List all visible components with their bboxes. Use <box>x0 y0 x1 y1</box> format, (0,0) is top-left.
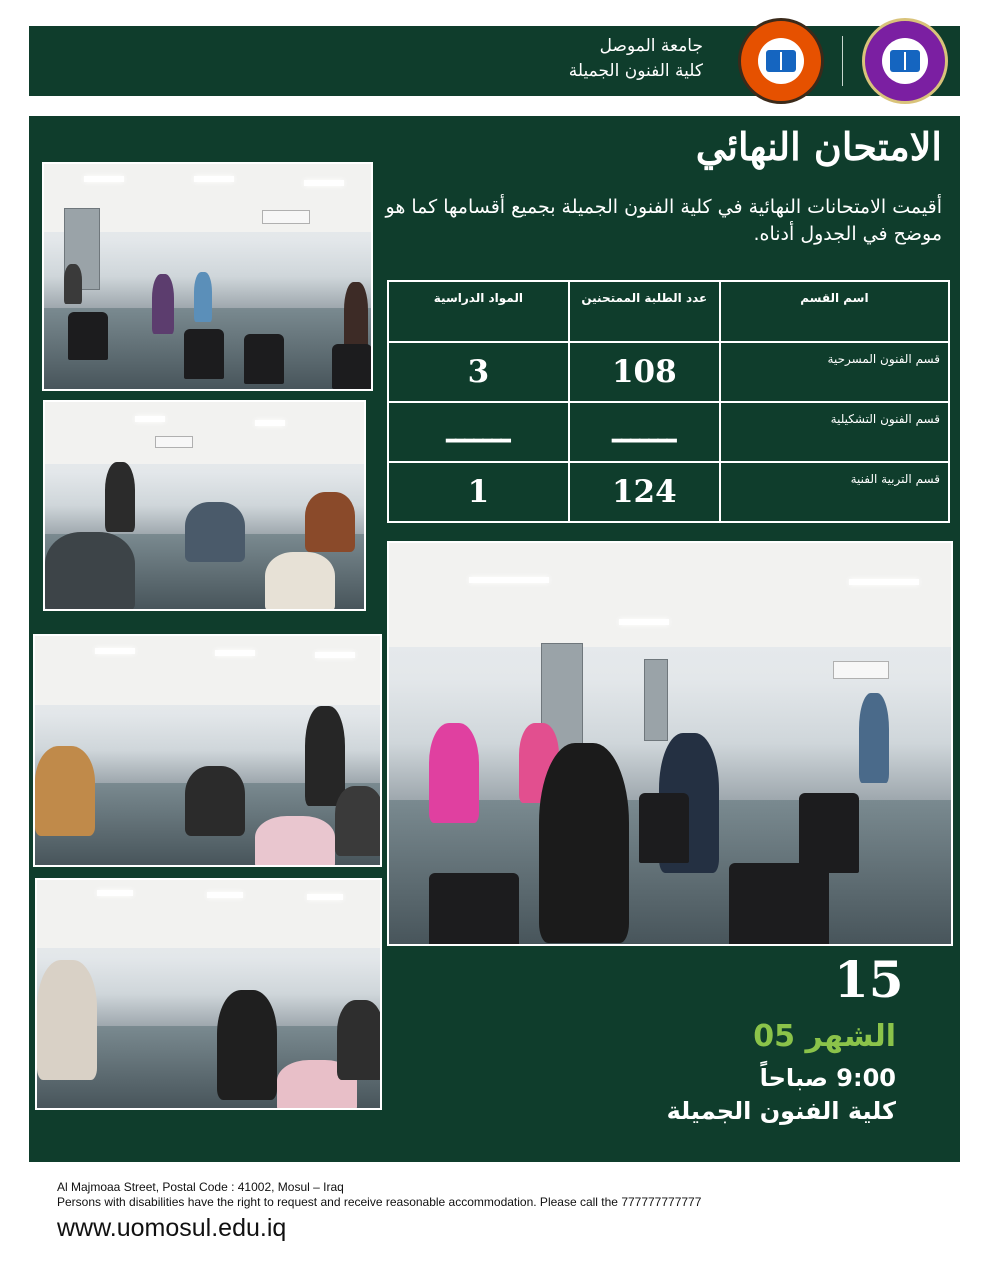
row-dept: قسم الفنون المسرحية <box>720 342 949 402</box>
row-subjects: ـــــــ <box>388 402 569 462</box>
row-students: 124 <box>569 462 720 522</box>
footer-accessibility: Persons with disabilities have the right to request and receive reasonable accommodation. Please call the 777777777777 <box>57 1195 702 1209</box>
table-row <box>388 462 949 522</box>
exam-photo-3 <box>33 634 382 867</box>
college-seal-icon <box>862 18 948 104</box>
exam-photo-4 <box>35 878 382 1110</box>
row-students: 108 <box>569 342 720 402</box>
logo-divider <box>842 36 843 86</box>
college-name: كلية الفنون الجميلة <box>568 61 703 81</box>
university-seal-icon <box>738 18 824 104</box>
row-students: ـــــــ <box>569 402 720 462</box>
row-subjects: 3 <box>388 342 569 402</box>
exam-photo-1 <box>42 162 373 391</box>
exam-time: 9:00 صباحاً <box>759 1064 896 1092</box>
intro-text: أقيمت الامتحانات النهائية في كلية الفنون الجميلة بجميع أقسامها كما هو موضح في الجدول أدناه. <box>385 196 942 245</box>
header-bar <box>29 26 960 96</box>
footer-address: Al Majmoaa Street, Postal Code : 41002, Mosul – Iraq <box>57 1180 344 1194</box>
page-title: الامتحان النهائي <box>695 124 942 169</box>
main-panel <box>29 116 960 1162</box>
header-titles <box>569 34 703 84</box>
header-students: عدد الطلبة الممتحنين <box>569 281 720 342</box>
footer-website-link[interactable]: www.uomosul.edu.iq <box>57 1214 287 1242</box>
table-row <box>388 402 949 462</box>
row-dept: قسم التربية الفنية <box>720 462 949 522</box>
table-header-row <box>388 281 949 342</box>
header-dept: اسم القسم <box>720 281 949 342</box>
exam-month: الشهر 05 <box>753 1019 896 1054</box>
header-subjects: المواد الدراسية <box>388 281 569 342</box>
exam-table <box>387 280 950 523</box>
row-dept: قسم الفنون التشكيلية <box>720 402 949 462</box>
exam-place: كلية الفنون الجميلة <box>666 1097 896 1125</box>
row-subjects: 1 <box>388 462 569 522</box>
exam-photo-2 <box>43 400 366 611</box>
exam-photo-main <box>387 541 953 946</box>
university-name: جامعة الموصل <box>599 36 703 56</box>
table-row <box>388 342 949 402</box>
exam-day: 15 <box>834 950 904 1009</box>
